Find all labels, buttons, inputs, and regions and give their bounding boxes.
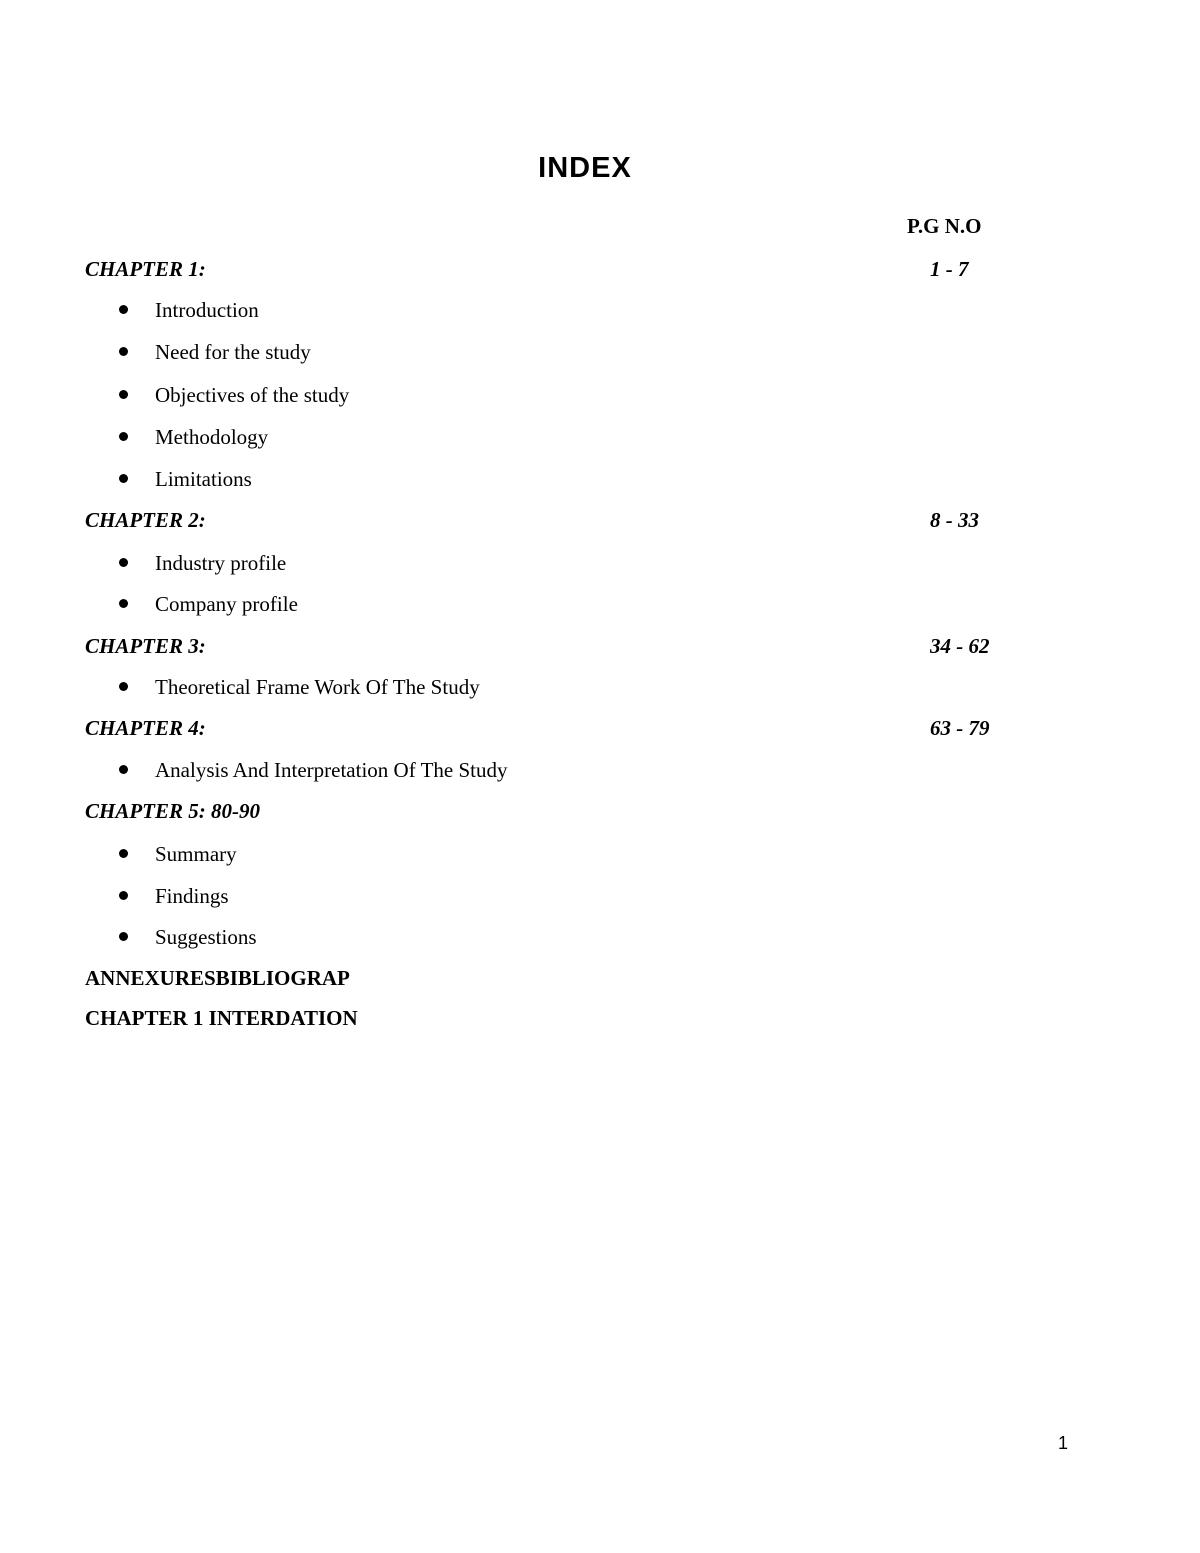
list-item-text: Findings (155, 884, 229, 908)
bullet-icon (119, 432, 128, 441)
list-item-text: Company profile (155, 592, 298, 616)
list-item-text: Analysis And Interpretation Of The Study (155, 758, 508, 782)
chapter-label: CHAPTER 3: (85, 634, 206, 658)
page-number: 1 (1058, 1433, 1069, 1453)
bullet-icon (119, 849, 128, 858)
annexures-row (0, 966, 1100, 996)
bullet-icon (119, 599, 128, 608)
list-item (0, 592, 1100, 622)
page-title: INDEX (538, 152, 632, 184)
list-item (0, 551, 1100, 581)
list-item (0, 758, 1100, 788)
list-item (0, 340, 1100, 370)
chapter-label: CHAPTER 1: (85, 257, 206, 281)
list-item-text: Limitations (155, 467, 252, 491)
chapter-1-heading: CHAPTER 1 INTERDATION (85, 1006, 358, 1030)
bullet-icon (119, 765, 128, 774)
chapter-4-row (0, 716, 1100, 746)
bullet-icon (119, 390, 128, 399)
list-item (0, 383, 1100, 413)
list-item-text: Need for the study (155, 340, 311, 364)
bullet-icon (119, 891, 128, 900)
chapter-pages: 63 - 79 (930, 716, 990, 740)
page-number-column-header: P.G N.O (907, 214, 982, 238)
bullet-icon (119, 558, 128, 567)
list-item (0, 467, 1100, 497)
list-item (0, 884, 1100, 914)
list-item (0, 425, 1100, 455)
list-item-text: Introduction (155, 298, 259, 322)
bullet-icon (119, 682, 128, 691)
bullet-icon (119, 474, 128, 483)
chapter-label: CHAPTER 4: (85, 716, 206, 740)
chapter-1-row (0, 257, 1100, 287)
bullet-icon (119, 305, 128, 314)
chapter-pages: 1 - 7 (930, 257, 969, 281)
list-item-text: Methodology (155, 425, 269, 449)
list-item-text: Suggestions (155, 925, 257, 949)
list-item (0, 925, 1100, 955)
list-item (0, 675, 1100, 705)
list-item (0, 842, 1100, 872)
list-item-text: Summary (155, 842, 237, 866)
chapter-5-row (0, 799, 1100, 829)
chapter-label: CHAPTER 2: (85, 508, 206, 532)
chapter-3-row (0, 634, 1100, 664)
chapter-2-row (0, 508, 1100, 538)
list-item (0, 298, 1100, 328)
bullet-icon (119, 932, 128, 941)
list-item-text: Theoretical Frame Work Of The Study (155, 675, 480, 699)
list-item-text: Industry profile (155, 551, 287, 575)
chapter-pages: 8 - 33 (930, 508, 979, 532)
list-item-text: Objectives of the study (155, 383, 350, 407)
trailing-heading-row (0, 1006, 1100, 1036)
bullet-icon (119, 347, 128, 356)
chapter-pages: 34 - 62 (930, 634, 990, 658)
annexures-heading: ANNEXURESBIBLIOGRAP (85, 966, 350, 990)
chapter-label: CHAPTER 5: 80-90 (85, 799, 261, 823)
